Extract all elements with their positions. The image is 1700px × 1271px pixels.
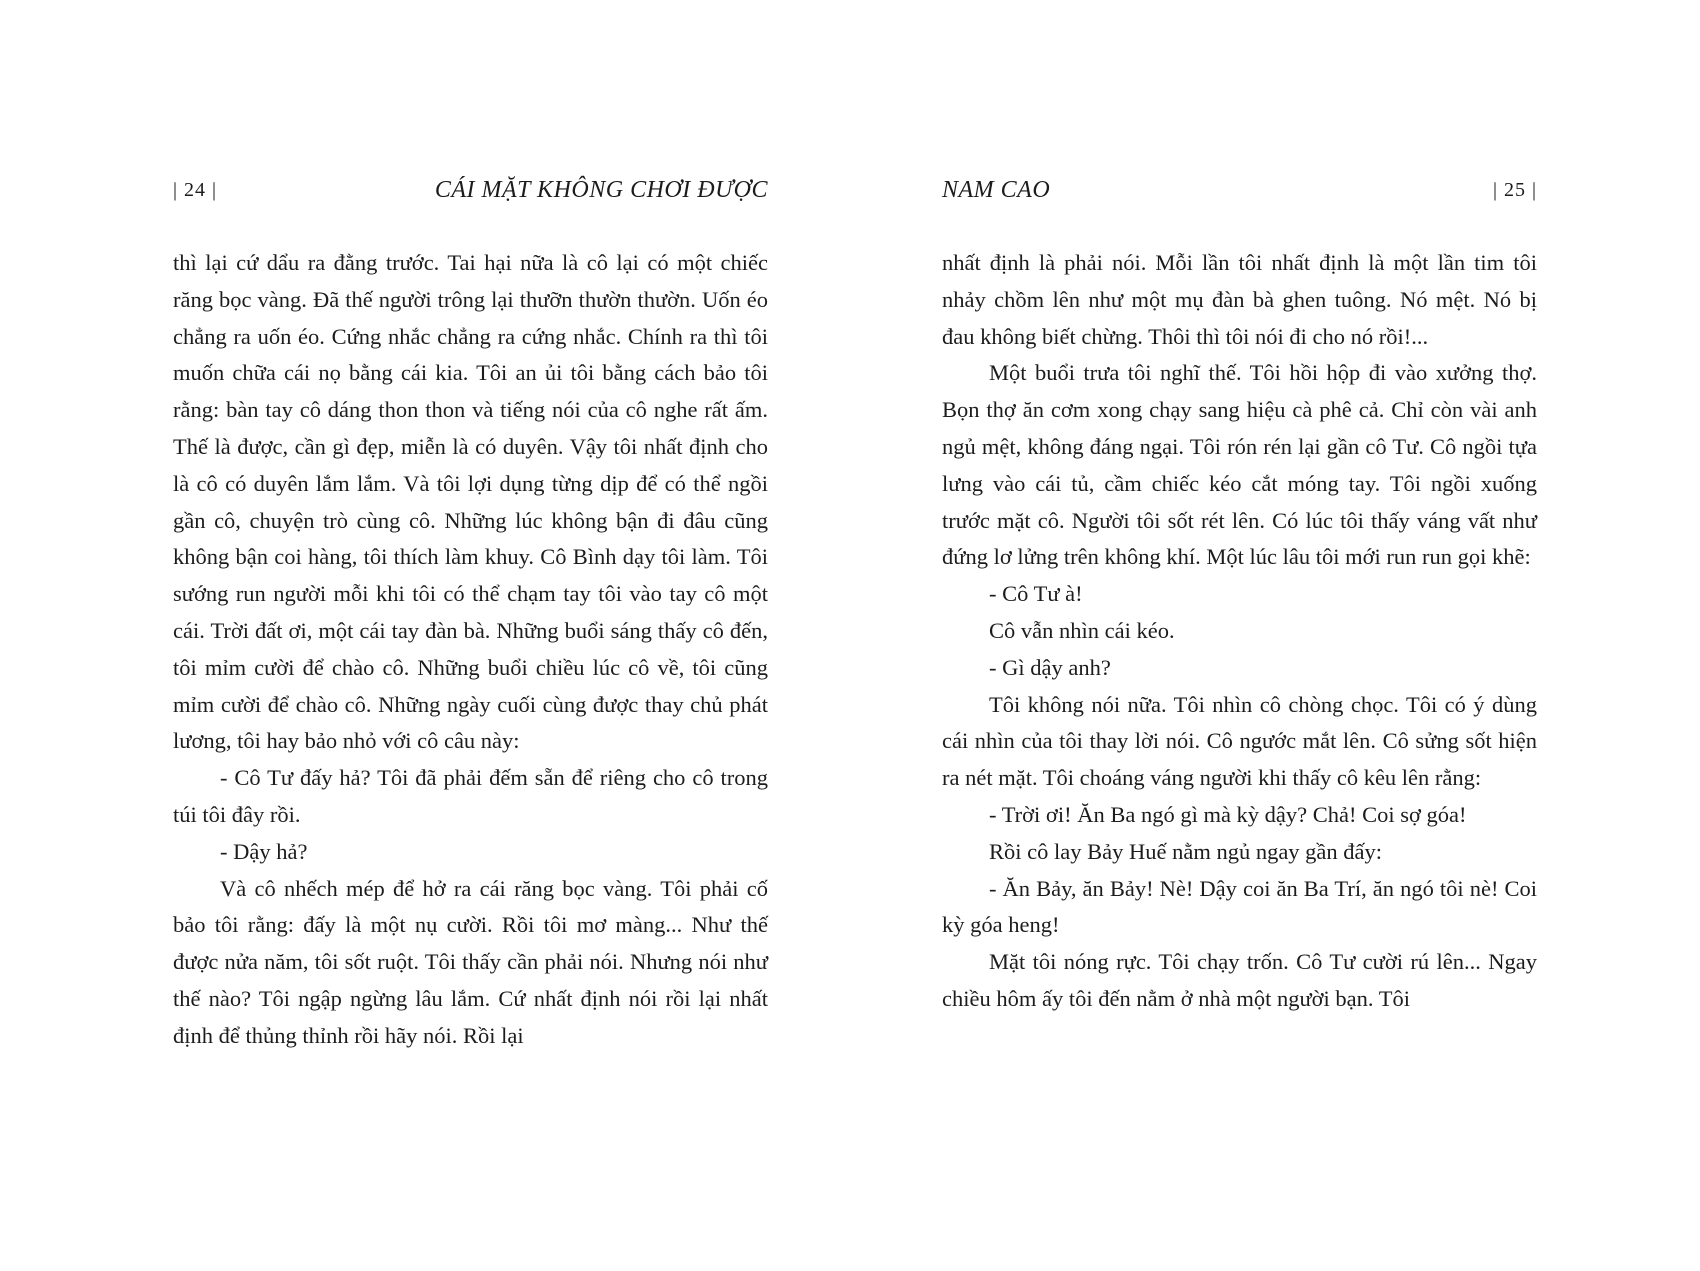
right-paragraph-3: - Cô Tư à! bbox=[989, 581, 1083, 607]
right-paragraph-7: - Trời ơi! Ăn Ba ngó gì mà kỳ dậy? Chả! Coi sợ góa! bbox=[989, 801, 1467, 827]
left-page-body bbox=[173, 245, 768, 1055]
right-paragraph-8: Rồi cô lay Bảy Huế nằm ngủ ngay gần đấy: bbox=[989, 838, 1383, 864]
right-page-body bbox=[942, 245, 1537, 1018]
left-paragraph-1: thì lại cứ dẩu ra đằng trước. Tai hại nữa là cô lại có một chiếc răng bọc vàng. Đã thế người trông lại thưỡn thườn thườn. Uốn éo chẳng ra uốn éo. Cứng nhắc chẳng ra cứng nhắc. Chính ra thì tôi muốn chữa cái nọ bằng cái kia. Tôi an ủi tôi bằng cách bảo tôi rằng: bàn tay cô dáng thon thon và tiếng nói của cô nghe rất ấm. Thế là được, cần gì đẹp, miễn là có duyên. Vậy tôi nhất định cho là cô có duyên lắm lắm. Và tôi lợi dụng từng dịp để có thể ngồi gần cô, chuyện trò cùng cô. Những lúc không bận đi đâu cũng không bận coi hàng, tôi thích làm khuy. Cô Bình dạy tôi làm. Tôi sướng run người mỗi khi tôi có thể chạm tay tôi vào tay cô một cái. Trời đất ơi, một cái tay đàn bà. Những buổi sáng thấy cô đến, tôi mỉm cười để chào cô. Những buổi chiều lúc cô về, tôi cũng mỉm cười để chào cô. Những ngày cuối cùng được thay chủ phát lương, tôi hay bảo nhỏ với cô câu này: bbox=[173, 250, 768, 754]
left-paragraph-4: Và cô nhếch mép để hở ra cái răng bọc vàng. Tôi phải cố bảo tôi rằng: đấy là một nụ cười. Rồi tôi mơ màng... Như thế được nửa năm, tôi sốt ruột. Tôi thấy cần phải nói. Nhưng nói như thế nào? Tôi ngập ngừng lâu lắm. Cứ nhất định nói rồi lại nhất định để thủng thỉnh rồi hãy nói. Rồi lại bbox=[173, 875, 768, 1048]
right-paragraph-2: Một buổi trưa tôi nghĩ thế. Tôi hồi hộp đi vào xưởng thợ. Bọn thợ ăn cơm xong chạy sang hiệu cà phê cả. Chỉ còn vài anh ngủ mệt, không đáng ngại. Tôi rón rén lại gần cô Tư. Cô ngồi tựa lưng vào cái tủ, cầm chiếc kéo cắt móng tay. Tôi ngồi xuống trước mặt cô. Người tôi sốt rét lên. Có lúc tôi thấy váng vất như đứng lơ lửng trên không khí. Một lúc lâu tôi mới run run gọi khẽ: bbox=[942, 360, 1537, 570]
right-paragraph-6: Tôi không nói nữa. Tôi nhìn cô chòng chọc. Tôi có ý dùng cái nhìn của tôi thay lời nói. Cô ngước mắt lên. Cô sửng sốt hiện ra nét mặt. Tôi choáng váng người khi thấy cô kêu lên rằng: bbox=[942, 691, 1537, 791]
left-running-title: CÁI MẶT KHÔNG CHƠI ĐƯỢC bbox=[434, 177, 768, 203]
left-paragraph-3: - Dậy hả? bbox=[220, 838, 308, 864]
right-paragraph-1: nhất định là phải nói. Mỗi lần tôi nhất định là một lần tim tôi nhảy chồm lên như một mụ đàn bà ghen tuông. Nó mệt. Nó bị đau không biết chừng. Thôi thì tôi nói đi cho nó rồi!... bbox=[942, 250, 1537, 349]
right-paragraph-4: Cô vẫn nhìn cái kéo. bbox=[989, 617, 1175, 643]
right-paragraph-10: Mặt tôi nóng rực. Tôi chạy trốn. Cô Tư cười rú lên... Ngay chiều hôm ấy tôi đến nằm ở nhà một người bạn. Tôi bbox=[942, 949, 1537, 1011]
left-page-header bbox=[173, 170, 768, 210]
right-paragraph-5: - Gì dậy anh? bbox=[989, 654, 1111, 680]
right-paragraph-9: - Ăn Bảy, ăn Bảy! Nè! Dậy coi ăn Ba Trí, ăn ngó tôi nè! Coi kỳ góa heng! bbox=[942, 875, 1537, 938]
right-running-title: NAM CAO bbox=[942, 177, 1051, 203]
right-page-number: | 25 | bbox=[1492, 179, 1537, 201]
left-page-number: | 24 | bbox=[173, 179, 218, 201]
right-page-header bbox=[942, 170, 1537, 210]
right-page bbox=[850, 0, 1700, 1271]
left-paragraph-2: - Cô Tư đấy hả? Tôi đã phải đếm sẵn để riêng cho cô trong túi tôi đây rồi. bbox=[173, 765, 768, 827]
